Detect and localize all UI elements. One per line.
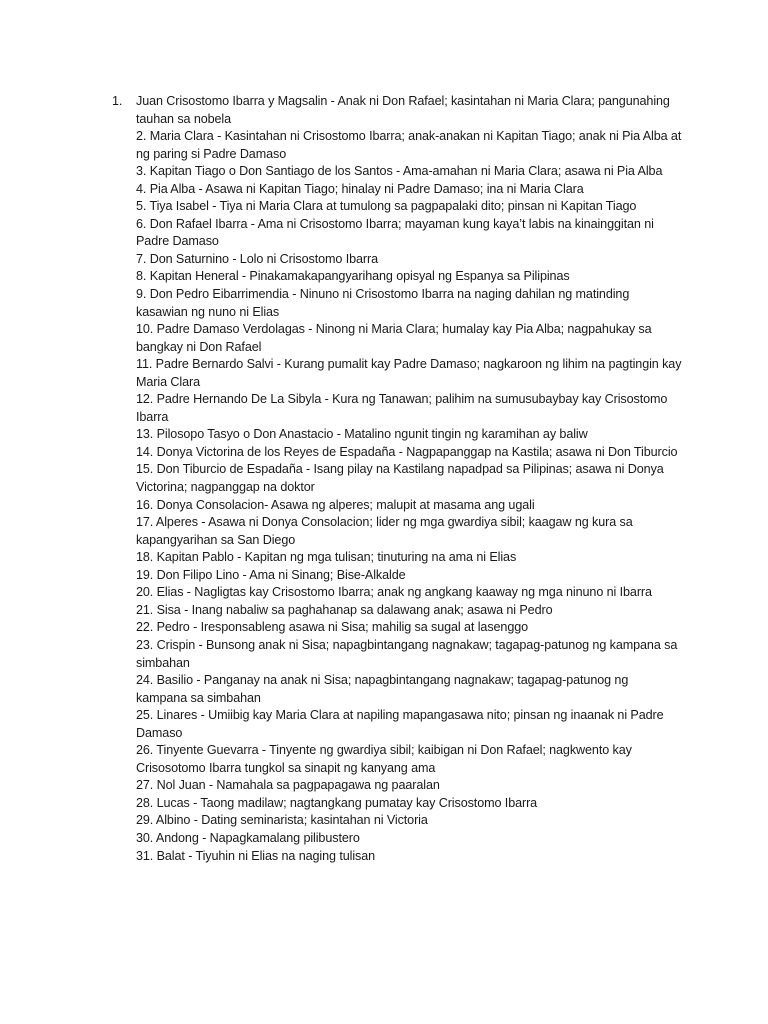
list-item-text: 23. Crispin - Bunsong anak ni Sisa; napagbintangang nagnakaw; tagapag-patunog ng kampana sa simbahan xyxy=(136,637,678,670)
list-item xyxy=(112,181,682,199)
list-item xyxy=(112,707,682,742)
list-item-marker: 1. xyxy=(112,94,123,108)
list-item xyxy=(112,812,682,830)
list-item xyxy=(112,444,682,462)
list-item-text: Juan Crisostomo Ibarra y Magsalin - Anak ni Don Rafael; kasintahan ni Maria Clara; pangunahing tauhan sa nobela xyxy=(136,94,670,126)
list-item-text: 12. Padre Hernando De La Sibyla - Kura ng Tanawan; palihim na sumusubaybay kay Crisostomo Ibarra xyxy=(136,392,668,424)
list-item-text: 3. Kapitan Tiago o Don Santiago de los Santos - Ama-amahan ni Maria Clara; asawa ni Pia Alba xyxy=(136,164,663,179)
list-item xyxy=(112,742,682,777)
list-item-text: 5. Tiya Isabel - Tiya ni Maria Clara at tumulong sa pagpapalaki dito; pinsan ni Kapitan Tiago xyxy=(136,199,637,214)
list-item-text: 28. Lucas - Taong madilaw; nagtangkang pumatay kay Crisostomo Ibarra xyxy=(136,795,538,810)
list-item xyxy=(112,602,682,620)
list-item xyxy=(112,286,682,321)
list-item xyxy=(112,251,682,269)
list-item xyxy=(112,93,682,128)
list-item-text: 25. Linares - Umiibig kay Maria Clara at napiling mapangasawa nito; pinsan ng inaanak ni Padre Damaso xyxy=(136,708,664,740)
list-item-text: 21. Sisa - Inang nabaliw sa paghahanap sa dalawang anak; asawa ni Pedro xyxy=(136,602,553,617)
list-item xyxy=(112,321,682,356)
list-item-text: 11. Padre Bernardo Salvi - Kurang pumalit kay Padre Damaso; nagkaroon ng lihim na pagtingin kay Maria Clara xyxy=(136,357,682,389)
list-item-text: 2. Maria Clara - Kasintahan ni Crisostomo Ibarra; anak-anakan ni Kapitan Tiago; anak ni Pia Alba at ng paring si Padre Damaso xyxy=(136,129,682,161)
list-item xyxy=(112,268,682,286)
list-item xyxy=(112,356,682,391)
list-item-text: 13. Pilosopo Tasyo o Don Anastacio - Matalino ngunit tingin ng karamihan ay baliw xyxy=(136,427,588,442)
list-item-text: 22. Pedro - Iresponsableng asawa ni Sisa; mahilig sa sugal at lasenggo xyxy=(136,620,529,635)
list-item-text: 17. Alperes - Asawa ni Donya Consolacion; lider ng mga gwardiya sibil; kaagaw ng kura sa kapangyarihan sa San Diego xyxy=(136,515,633,547)
character-list xyxy=(112,93,682,865)
list-item-text: 6. Don Rafael Ibarra - Ama ni Crisostomo Ibarra; mayaman kung kaya’t labis na kinainggitan ni Padre Damaso xyxy=(136,216,654,249)
list-item xyxy=(112,426,682,444)
list-item-text: 18. Kapitan Pablo - Kapitan ng mga tulisan; tinuturing na ama ni Elias xyxy=(136,550,517,565)
list-item-text: 27. Nol Juan - Namahala sa pagpapagawa ng paaralan xyxy=(136,778,440,793)
list-item-text: 4. Pia Alba - Asawa ni Kapitan Tiago; hinalay ni Padre Damaso; ina ni Maria Clara xyxy=(136,181,584,196)
list-item xyxy=(112,514,682,549)
list-item-text: 15. Don Tiburcio de Espadaña - Isang pilay na Kastilang napadpad sa Pilipinas; asawa ni Donya Victorina; nagpanggap na doktor xyxy=(136,462,664,495)
list-item xyxy=(112,549,682,567)
list-item xyxy=(112,163,682,181)
list-item xyxy=(112,198,682,216)
list-item-text: 7. Don Saturnino - Lolo ni Crisostomo Ibarra xyxy=(136,251,378,266)
list-item-text: 24. Basilio - Panganay na anak ni Sisa; napagbintangang nagnakaw; tagapag-patunog ng kampana sa simbahan xyxy=(136,673,629,705)
list-item-text: 9. Don Pedro Eibarrimendia - Ninuno ni Crisostomo Ibarra na naging dahilan ng matinding kasawian ng nuno ni Elias xyxy=(136,287,630,319)
list-item-text: 31. Balat - Tiyuhin ni Elias na naging tulisan xyxy=(136,848,376,863)
list-item-text: 10. Padre Damaso Verdolagas - Ninong ni Maria Clara; humalay kay Pia Alba; nagpahukay sa bangkay ni Don Rafael xyxy=(136,322,652,354)
list-item xyxy=(112,497,682,515)
list-item xyxy=(112,672,682,707)
list-item-text: 8. Kapitan Heneral - Pinakamakapangyarihang opisyal ng Espanya sa Pilipinas xyxy=(136,269,570,284)
list-item-text: 19. Don Filipo Lino - Ama ni Sinang; Bise-Alkalde xyxy=(136,567,406,582)
list-item xyxy=(112,584,682,602)
list-item-text: 16. Donya Consolacion- Asawa ng alperes; malupit at masama ang ugali xyxy=(136,497,535,512)
list-item-text: 30. Andong - Napagkamalang pilibustero xyxy=(136,830,360,845)
list-item xyxy=(112,777,682,795)
list-item xyxy=(112,830,682,848)
list-item xyxy=(112,461,682,496)
list-item xyxy=(112,795,682,813)
list-item-text: 14. Donya Victorina de los Reyes de Espadaña - Nagpapanggap na Kastila; asawa ni Don Tiburcio xyxy=(136,444,678,459)
list-item xyxy=(112,848,682,866)
list-item-text: 29. Albino - Dating seminarista; kasintahan ni Victoria xyxy=(136,813,428,828)
list-item xyxy=(112,128,682,163)
list-item xyxy=(112,637,682,672)
list-item xyxy=(112,216,682,251)
list-item xyxy=(112,567,682,585)
list-item xyxy=(112,619,682,637)
list-item xyxy=(112,391,682,426)
list-item-text: 26. Tinyente Guevarra - Tinyente ng gwardiya sibil; kaibigan ni Don Rafael; nagkwento kay Crisosotomo Ibarra tungkol sa sinapit ng kanyang ama xyxy=(136,743,632,775)
list-item-text: 20. Elias - Nagligtas kay Crisostomo Ibarra; anak ng angkang kaaway ng mga ninuno ni Ibarra xyxy=(136,585,652,600)
